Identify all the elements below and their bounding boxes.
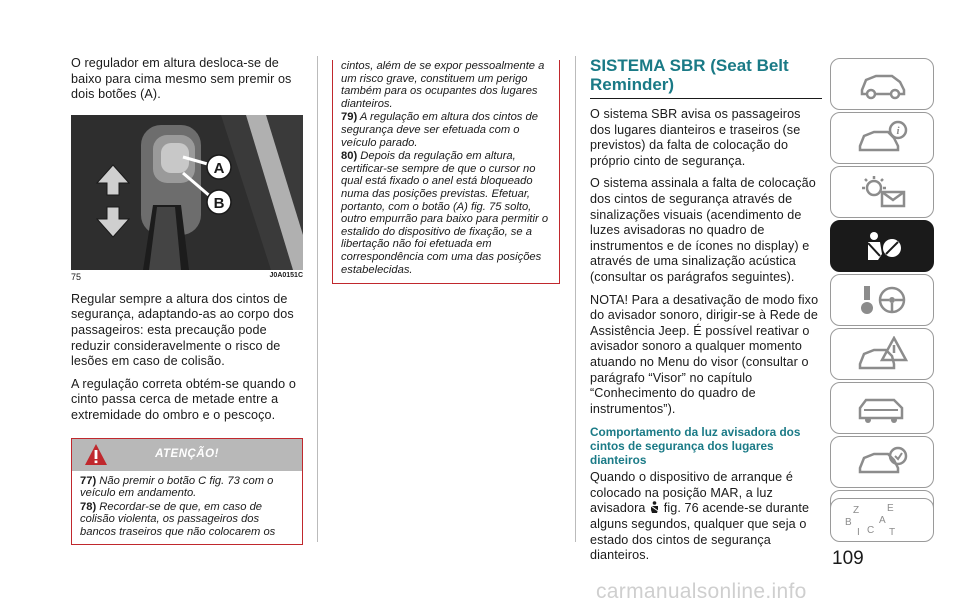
car-info-icon xyxy=(854,66,910,102)
column-divider xyxy=(317,56,318,542)
start-driving-icon xyxy=(854,282,910,318)
seat-belt-height-adjuster-illustration xyxy=(71,115,303,270)
index-letter: B xyxy=(845,517,852,528)
nav-tab-warning-lights[interactable] xyxy=(830,166,934,218)
callout-a: A xyxy=(213,159,225,177)
warning-item-number: 79) xyxy=(341,111,358,124)
nav-tab-start-driving[interactable] xyxy=(830,274,934,326)
warning-continuation: cintos, além de se expor pessoalmente a um risco grave, constituem um perigo também para os ocupantes dos lugares dianteiros. xyxy=(341,60,545,110)
paragraph-part: Quando o dispositivo de arranque é colocado na posição MAR, a luz avisadora xyxy=(590,470,793,516)
nav-tab-technical-data[interactable] xyxy=(830,436,934,488)
paragraph: NOTA! Para a desativação de modo fixo do avisador sonoro, dirigir-se à Rede de Assistência Jeep. É possível reativar o avisador sonoro a qualquer momento atuando no Menu do visor (consultar o parágrafo “Visor” no capítulo “Conhecimento do quadro de instrumentos”). xyxy=(590,292,819,416)
paragraph: O sistema assinala a falta de colocação dos cintos de segurança através de sinalizações visuais (acendimento de luzes avisadoras no quadro de instrumentos e de ícones no display) e através de uma sinalização acústica (consultar os parágrafos seguintes). xyxy=(590,176,816,284)
figure-75-seat-belt-regulator xyxy=(71,115,303,270)
warning-item-number: 78) xyxy=(80,500,97,513)
index-letter: E xyxy=(887,503,894,514)
warning-item-number: 77) xyxy=(80,474,97,487)
figure-caption xyxy=(71,272,303,282)
nav-tab-instruments[interactable] xyxy=(830,112,934,164)
index-letter: C xyxy=(867,525,875,536)
index-letter: I xyxy=(857,527,860,538)
warning-body xyxy=(72,471,302,544)
paragraph: A regulação correta obtém-se quando o cinto passa cerca de metade entre a extremidade do ombro e o pescoço. xyxy=(71,376,296,422)
subheading: Comportamento da luz avisadora dos cintos de segurança dos lugares dianteiros xyxy=(590,425,801,468)
paragraph: O sistema SBR avisa os passageiros dos lugares dianteiros e traseiros (se previstos) da falta de colocação do próprio cinto de segurança. xyxy=(590,107,801,168)
warning-item xyxy=(80,501,294,539)
column-divider xyxy=(575,56,576,542)
nav-tab-index[interactable] xyxy=(830,498,934,542)
warning-item-text: Depois da regulação em altura, certificar-se sempre de que o cursor no qual está fixado o anel está bloqueado numa das posições previstas. Efetuar, portanto, com o botão (A) fig. 75 solto, outro empurrão para baixo para permitir o estalido do dispositivo de fixação, se a libertação não foi efetuada em correspondência com uma das posições estabelecidas. xyxy=(341,150,549,276)
column-2 xyxy=(332,56,560,284)
callout-b: B xyxy=(213,194,225,212)
nav-tab-vehicle-overview[interactable] xyxy=(830,58,934,110)
warning-item-text: Não premir o botão C fig. 73 com o veículo em andamento. xyxy=(80,474,274,500)
paragraph: Regular sempre a altura dos cintos de segurança, adaptando-as ao corpo dos passageiros: esta precaução pode reduzir consideravelmente o risco de lesões em caso de colisão. xyxy=(71,291,294,369)
warning-item xyxy=(80,475,294,500)
emergency-icon xyxy=(854,336,910,372)
section-heading: SISTEMA SBR (Seat Belt Reminder) xyxy=(590,56,822,99)
seat-belt-airbag-icon xyxy=(854,228,910,264)
warning-item xyxy=(341,150,551,276)
column-1 xyxy=(71,56,303,545)
index-letter: T xyxy=(889,527,896,538)
column-3 xyxy=(590,56,822,571)
index-letter: A xyxy=(879,515,886,526)
warning-item-number: 80) xyxy=(341,150,358,163)
warning-item-text: Recordar-se de que, em caso de colisão violenta, os passageiros dos bancos traseiros que não colocarem os xyxy=(80,500,276,538)
warning-item-text: A regulação em altura dos cintos de segurança deve ser efetuada com o veículo parado. xyxy=(341,111,538,149)
nav-tab-maintenance[interactable] xyxy=(830,382,934,434)
paragraph: O regulador em altura desloca-se de baixo para cima mesmo sem premir os dois botões (A). xyxy=(71,56,292,102)
warning-box-continued xyxy=(332,60,560,284)
index-icon xyxy=(831,499,935,541)
warning-title: ATENÇÃO! xyxy=(155,447,219,460)
svg-text:i: i xyxy=(896,125,900,137)
paragraph xyxy=(590,470,822,564)
watermark: carmanualsonline.info xyxy=(596,580,807,603)
warning-lights-icon xyxy=(854,174,910,210)
index-letter: Z xyxy=(853,505,860,516)
maintenance-icon xyxy=(854,390,910,426)
paragraph-part: fig. 76 acende-se durante alguns segundos, qualquer que seja o estado dos cintos de segurança dianteiros. xyxy=(590,501,810,563)
page-number: 109 xyxy=(832,548,864,569)
info-manual-icon xyxy=(854,120,910,156)
figure-number: 75 xyxy=(71,271,82,282)
warning-box xyxy=(71,438,303,545)
technical-data-icon xyxy=(854,444,910,480)
nav-tab-emergency[interactable] xyxy=(830,328,934,380)
figure-code: J0A0151C xyxy=(269,271,303,279)
nav-tab-safety[interactable] xyxy=(830,220,934,272)
seat-belt-warning-icon xyxy=(649,501,660,514)
warning-item xyxy=(341,111,551,149)
warning-header xyxy=(72,439,302,471)
